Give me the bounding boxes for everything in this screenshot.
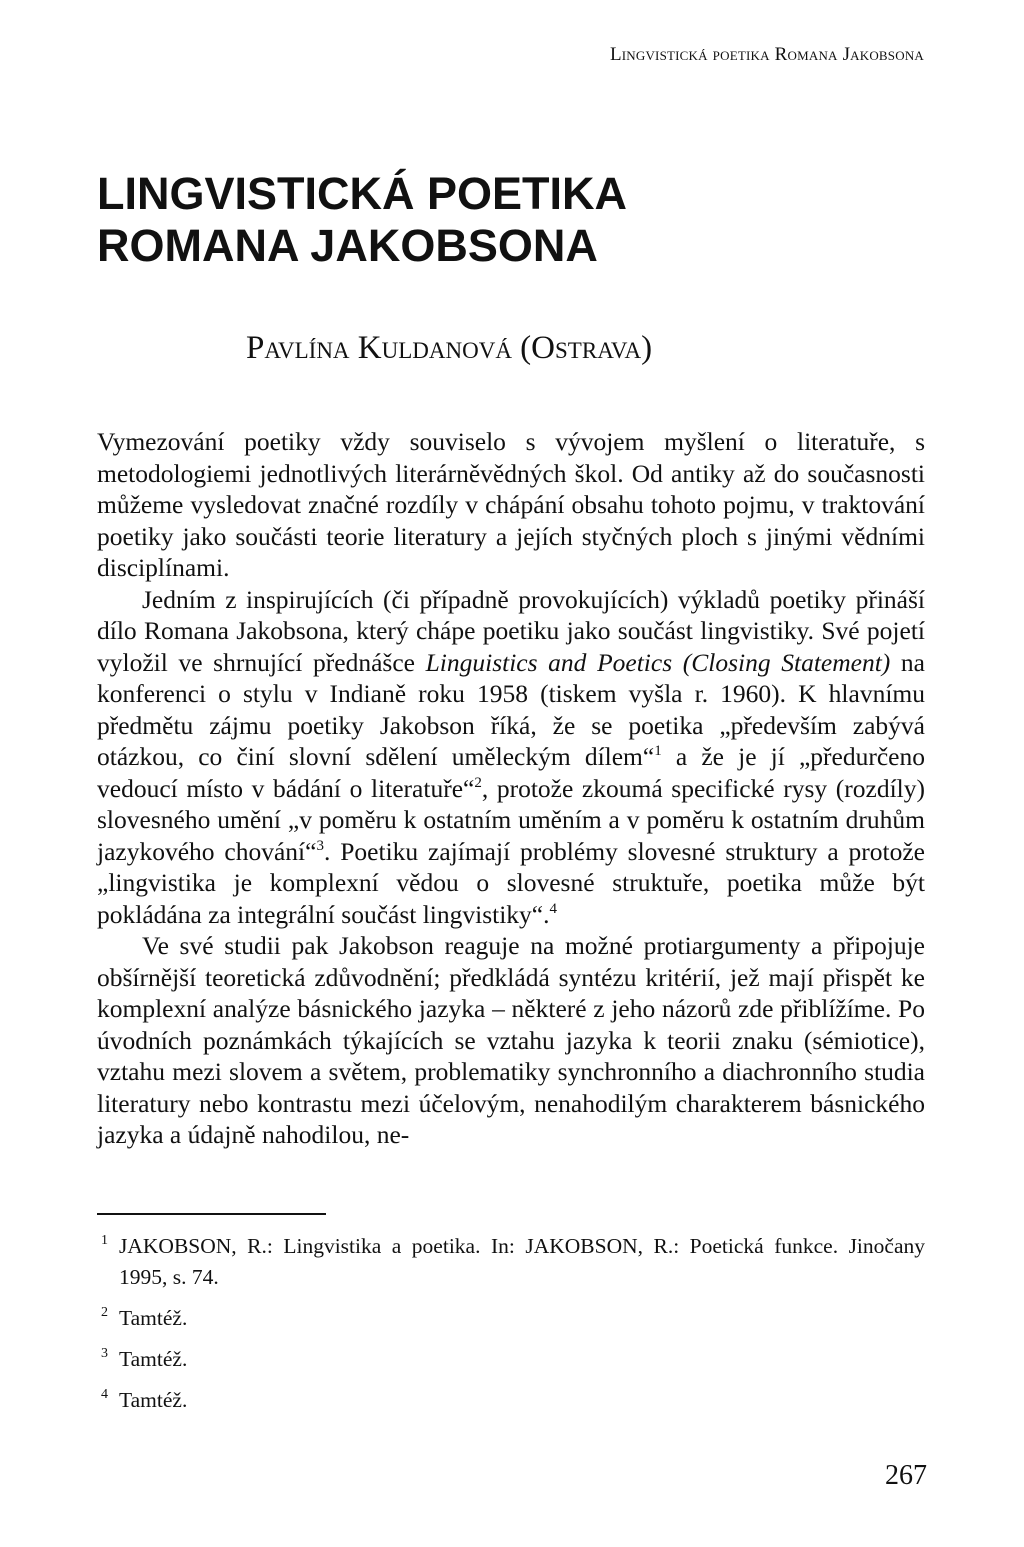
footnote-3 xyxy=(97,1344,925,1375)
footnotes xyxy=(97,1231,925,1426)
article-title-line-2: ROMANA JAKOBSONA xyxy=(97,220,598,271)
footnote-ref-4: 4 xyxy=(549,900,558,917)
article-body xyxy=(97,426,925,1151)
paragraph-1: Vymezování poetiky vždy souviselo s vývojem myšlení o literatuře, s metodologiemi jednotlivých literárněvědných škol. Od antiky až do současnosti můžeme vysledovat značné rozdíly v chápání obsahu tohoto pojmu, v traktování poetiky jako součásti teorie literatury a jejích styčných ploch s jinými vědními disciplínami. xyxy=(97,427,925,582)
paragraph-2-text-d: , protože zkoumá specifické rysy (rozdíly) slovesného umění „v poměru k ostatním uměním a v poměru k ostatním druhům jazykového chování“ xyxy=(97,773,926,866)
footnote-text: Tamtéž. xyxy=(119,1388,188,1412)
footnote-separator xyxy=(97,1213,326,1215)
article-title-line-1: LINGVISTICKÁ POETIKA xyxy=(97,168,628,219)
footnote-text: Tamtéž. xyxy=(119,1347,188,1371)
paragraph-2 xyxy=(97,584,925,931)
article-author: Pavlína Kuldanová (Ostrava) xyxy=(246,330,653,366)
footnote-2 xyxy=(97,1303,925,1334)
paragraph-3: Ve své studii pak Jakobson reaguje na možné protiargumenty a připojuje obšírnější teoretická zdůvodnění; předkládá syntézu kritérií, jež mají přispět ke komplexní analýze básnického jazyka – některé z jeho názorů zde přiblížíme. Po úvodních poznámkách týkajících se vztahu jazyka k teorii znaku (sémiotice), vztahu mezi slovem a světem, problematiky synchronního a diachronního studia literatury nebo kontrastu mezi účelovým, nenahodilým charakterem básnického jazyka a údajně nahodilou, ne- xyxy=(97,931,925,1149)
footnote-text: Tamtéž. xyxy=(119,1306,188,1330)
paragraph-2-text-b: na konferenci o stylu v Indianě roku 1958 (tiskem vyšla r. 1960). K hlavnímu předmětu zájmu poetiky Jakobson říká, že se poetika „především zabývá otázkou, co činí slovní sdělení uměleckým dílem“ xyxy=(97,647,925,771)
article-title xyxy=(97,168,627,272)
page-number: 267 xyxy=(885,1460,927,1491)
paragraph-2-text-c: a že je jí „předurčeno vedoucí místo v bádání o literatuře“ xyxy=(97,742,925,803)
footnote-number: 1 xyxy=(101,1233,108,1248)
footnote-ref-2: 2 xyxy=(474,774,482,791)
footnote-ref-1: 1 xyxy=(654,743,662,759)
footnote-4 xyxy=(97,1385,925,1416)
footnote-number: 2 xyxy=(101,1305,108,1320)
footnote-1 xyxy=(97,1231,925,1293)
footnote-text: JAKOBSON, R.: Lingvistika a poetika. In: JAKOBSON, R.: Poetická funkce. Jinočany 1995, s. 74. xyxy=(119,1234,925,1289)
footnote-number: 3 xyxy=(101,1346,108,1361)
running-head: Lingvistická poetika Romana Jakobsona xyxy=(609,44,924,65)
footnote-ref-3: 3 xyxy=(316,837,324,854)
lecture-title: Linguistics and Poetics (Closing Statement) xyxy=(425,647,891,677)
footnote-number: 4 xyxy=(101,1387,108,1402)
paragraph-2-text-e: . Poetiku zajímají problémy slovesné struktury a protože „lingvistika je komplexní vědou o slovesné struktuře, poetika může být pokládána za integrální součást lingvistiky“. xyxy=(97,836,926,929)
paragraph-2-text-a: Jedním z inspirujících (či případně provokujících) výkladů poetiky přináší dílo Romana Jakobsona, který chápe poetiku jako součást lingvistiky. Své pojetí vyložil ve shrnující přednášce xyxy=(97,584,925,677)
